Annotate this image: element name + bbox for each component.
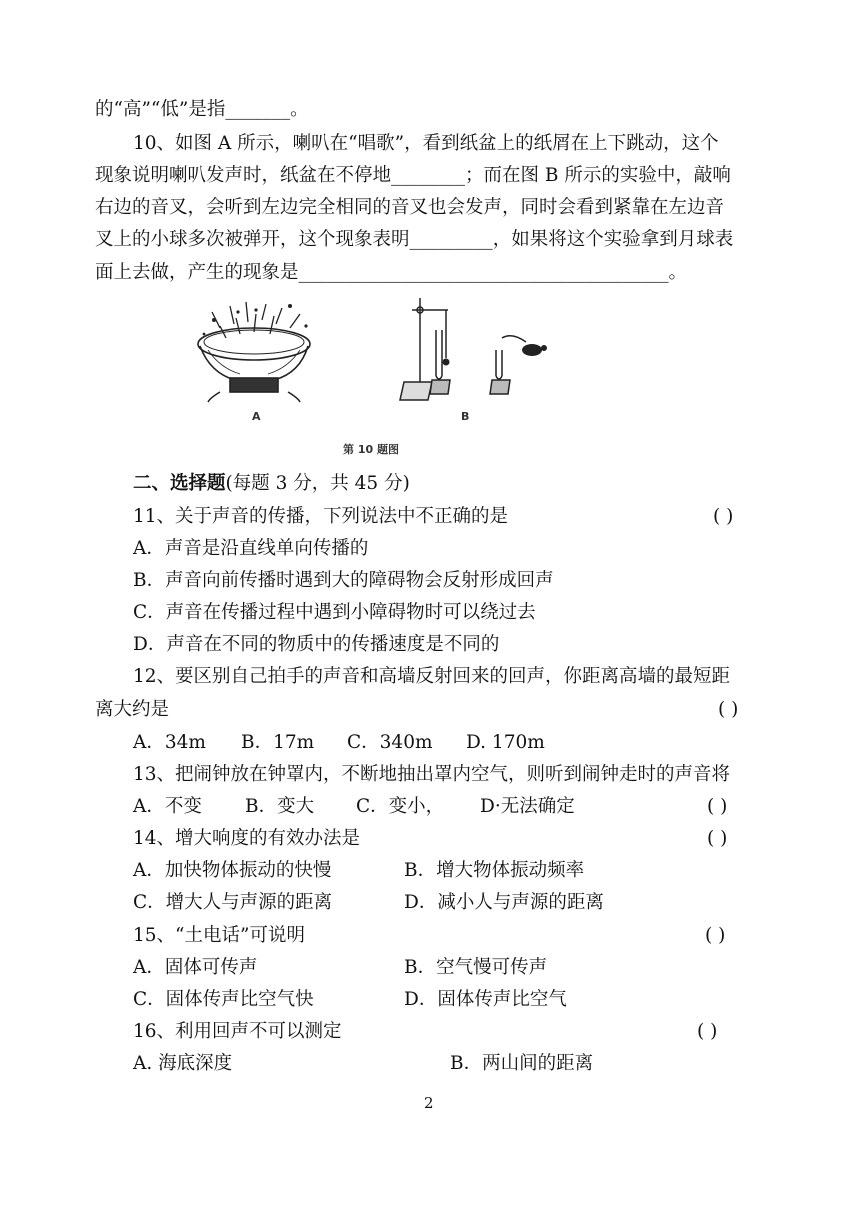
question-13-stem: 13、把闹钟放在钟罩内，不断地抽出罩内空气，则听到闹钟走时的声音将 — [133, 764, 731, 785]
question-11-stem: 11、关于声音的传播，下列说法中不正确的是 — [133, 506, 509, 527]
answer-paren: ( ) — [707, 828, 728, 849]
question-12-stem-cont: 离大约是 — [95, 699, 170, 720]
question-16-stem: 16、利用回声不可以测定 — [133, 1021, 342, 1042]
question-10-line-2: 现象说明喇叭发声时，纸盆在不停地________；而在图 B 所示的实验中，敲响 — [95, 165, 731, 186]
question-15-stem: 15、“土电话”可说明 — [133, 925, 305, 946]
question-10-line-1: 10、如图 A 所示，喇叭在“唱歌”，看到纸盆上的纸屑在上下跳动，这个 — [133, 133, 719, 154]
answer-paren: ( ) — [707, 796, 728, 817]
section-title-line — [133, 472, 410, 496]
option-a: A. 海底深度 — [133, 1053, 233, 1074]
question-10-line-3: 右边的音叉，会听到左边完全相同的音叉也会发声，同时会看到紧靠在左边音 — [95, 197, 725, 218]
option-c: C．增大人与声源的距离 — [133, 892, 333, 913]
option-d: D．固体传声比空气 — [404, 989, 567, 1010]
option-c: C．340m — [347, 732, 433, 753]
option-c: C．固体传声比空气快 — [133, 989, 314, 1010]
option-d: D. 170m — [466, 732, 545, 753]
figure-label-a: A — [252, 410, 261, 423]
option-b: B．声音向前传播时遇到大的障碍物会反射形成回声 — [133, 570, 554, 591]
question-10-line-4: 叉上的小球多次被弹开，这个现象表明_________，如果将这个实验拿到月球表 — [95, 229, 734, 250]
option-b: B．两山间的距离 — [450, 1053, 594, 1074]
option-c: C．声音在传播过程中遇到小障碍物时可以绕过去 — [133, 602, 536, 623]
section-title: 二、选择题 — [133, 473, 226, 494]
answer-paren: ( ) — [697, 1021, 718, 1042]
page-number: 2 — [424, 1094, 434, 1112]
option-a: A．固体可传声 — [133, 957, 258, 978]
option-a: A．声音是沿直线单向传播的 — [133, 538, 369, 559]
question-14-stem: 14、增大响度的有效办法是 — [133, 828, 361, 849]
option-a: A．不变 — [133, 796, 202, 817]
answer-paren: ( ) — [718, 699, 739, 720]
option-b: B．变大 — [245, 796, 315, 817]
option-b: B．增大物体振动频率 — [404, 860, 585, 881]
option-d: D．声音在不同的物质中的传播速度是不同的 — [133, 634, 500, 655]
answer-paren: ( ) — [713, 506, 734, 527]
option-a: A．34m — [133, 732, 206, 753]
figure-label-b: B — [461, 410, 470, 423]
question-10-line-5: 面上去做，产生的现象是________________________________________。 — [95, 262, 688, 283]
option-b: B．空气慢可传声 — [404, 957, 548, 978]
question-12-stem: 12、要区别自己拍手的声音和高墙反射回来的回声，你距离高墙的最短距 — [133, 666, 731, 687]
figure-caption: 第 10 题图 — [343, 443, 399, 456]
tuning-fork-figure — [392, 290, 567, 408]
speaker-figure — [190, 298, 320, 403]
text-line: 的“高”“低”是指_______。 — [95, 99, 309, 120]
answer-paren: ( ) — [705, 925, 726, 946]
section-note: (每题 3 分，共 45 分) — [225, 473, 410, 494]
option-b: B．17m — [241, 732, 315, 753]
option-d: D·无法确定 — [480, 796, 575, 817]
option-c: C．变小， — [356, 796, 445, 817]
option-a: A．加快物体振动的快慢 — [133, 860, 332, 881]
option-d: D．减小人与声源的距离 — [404, 892, 604, 913]
